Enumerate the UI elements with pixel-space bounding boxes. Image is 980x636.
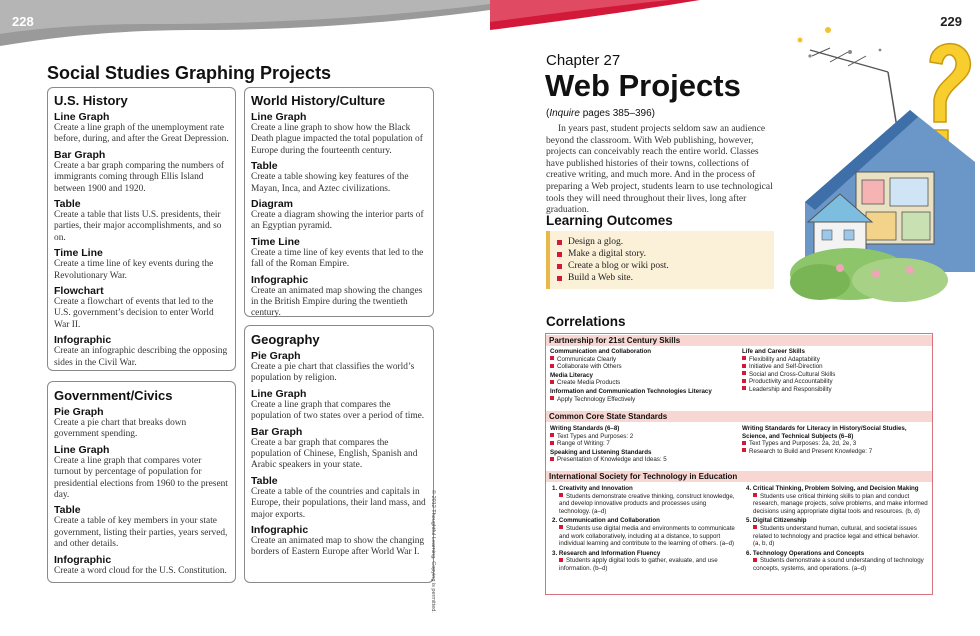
item-text: Create a bar graph that compares the population of Chinese, English, Spanish and Arabic speakers in your state. (251, 437, 418, 471)
ccss-lit-item: Research to Build and Present Knowledge: 7 (749, 447, 873, 455)
iste-standard-text: Students demonstrate a sound understanding of technology concepts, systems, and operations. (a–d) (753, 557, 924, 572)
p21-ict-item: Apply Technology Effectively (557, 395, 636, 403)
item-subheading: Table (54, 198, 81, 211)
learning-outcomes-box (546, 231, 774, 289)
outcome-item: Build a Web site. (568, 272, 774, 284)
p21-comm-item: Collaborate with Others (557, 363, 622, 371)
item-subheading: Time Line (54, 247, 103, 260)
geography-box (244, 325, 434, 583)
item-subheading: Pie Graph (54, 406, 104, 418)
intro-paragraph: In years past, student projects seldom saw an audience beyond the classroom. With Web publishing, however, projects can conceivably reach the entire world. Classes have published histories of their towns, collections of creative writing, and much more. And in the process of preparing a Web project, students learn to use technological tools they will need throughout their lives, long after graduation. (546, 124, 773, 216)
page-title: Social Studies Graphing Projects (47, 63, 332, 83)
p21-left-column (550, 348, 736, 403)
ccss-lit-head: Writing Standards for Literacy in History/Social Studies, Science, and Technical Subjects (6–8) (742, 425, 907, 440)
item-text: Create a line graph of the unemployment rate before, during, and after the Great Depression. (54, 123, 229, 145)
p21-comm-item: Communicate Clearly (557, 355, 617, 363)
iste-standard-text: Students apply digital tools to gather, evaluate, and use information. (b–d) (559, 557, 718, 572)
ccss-speaking-item: Presentation of Knowledge and Ideas: 5 (557, 456, 667, 464)
iste-right-column (746, 485, 928, 573)
item-text: Create a table of the countries and capitals in Europe, their populations, their land mass, and major exports. (251, 486, 426, 520)
item-text: Create a table showing key features of the Mayan, Inca, and Aztec civilizations. (251, 172, 409, 194)
ccss-writing-item: Range of Writing: 7 (557, 440, 610, 448)
outcome-item: Make a digital story. (568, 248, 774, 260)
learning-outcomes-title: Learning Outcomes (546, 213, 673, 228)
p21-life-item: Initiative and Self-Direction (749, 363, 823, 371)
item-subheading: Infographic (54, 334, 112, 347)
iste-band: International Society for Technology in Education (546, 471, 932, 482)
iste-standard-head: 3. Research and Information Fluency (552, 549, 661, 557)
item-subheading: Line Graph (251, 111, 307, 123)
item-text: Create a diagram showing the interior parts of an Egyptian pyramid. (251, 210, 424, 232)
item-subheading: Time Line (251, 235, 300, 248)
item-text: Create a word cloud for the U.S. Constitution. (54, 565, 227, 576)
item-text: Create a line graph to show how the Black Death plague impacted the total population of Europe during the fourteenth century. (251, 123, 423, 156)
p21-ict-head: Information and Communication Technologies Literacy (550, 387, 712, 395)
outcome-item: Create a blog or wiki post. (568, 260, 774, 272)
iste-standard-head: 2. Communication and Collaboration (552, 517, 660, 525)
item-subheading: Flowchart (54, 285, 104, 298)
inquire-italic: Inquire (549, 108, 580, 119)
ccss-left-column (550, 425, 736, 464)
item-subheading: Table (251, 474, 278, 487)
item-text: Create a line graph that compares voter turnout by percentage of population for presidential elections from 1960 to the present day. (54, 455, 228, 501)
copyright-note: © 2012 Thoughtful Learning. Copying is permitted. (430, 490, 436, 613)
correlations-table (545, 333, 933, 595)
item-text: Create a time line of key events that led to the fall of the Roman Empire. (251, 247, 424, 270)
outcome-item: Design a glog. (568, 236, 774, 248)
us-history-heading: U.S. History (54, 93, 128, 108)
p21-life-item: Leadership and Responsibility (749, 385, 832, 393)
item-text: Create an animated map showing the changes in the British Empire during the twentieth century. (251, 285, 423, 319)
government-box (47, 381, 236, 583)
item-subheading: Line Graph (54, 111, 110, 123)
iste-left-column (552, 485, 736, 573)
us-history-box (47, 87, 236, 371)
ccss-lit-item: Text Types and Purposes: 2a, 2d, 2e, 3 (749, 440, 857, 448)
iste-standard-head: 5. Digital Citizenship (746, 517, 807, 525)
government-heading: Government/Civics (54, 388, 173, 403)
item-text: Create a line graph that compares the population of two states over a period of time. (251, 399, 425, 422)
item-text: Create an infographic describing the opposing sides in the Civil War. (54, 346, 228, 368)
item-text: Create a table that lists U.S. presidents, their parties, their major accomplishments, and so on. (54, 210, 222, 243)
p21-band: Partnership for 21st Century Skills (546, 335, 932, 346)
item-subheading: Table (54, 504, 81, 517)
iste-standard-head: 1. Creativity and Innovation (552, 485, 633, 492)
inquire-pages: pages 385–396) (579, 108, 655, 119)
item-text: Create a bar graph comparing the numbers of immigrants coming through Ellis Island between 1900 and 1920. (54, 160, 224, 194)
item-subheading: Line Graph (251, 387, 307, 400)
item-text: Create a table of key members in your state government, listing their parties, years served, and other details. (54, 516, 228, 550)
item-subheading: Pie Graph (251, 350, 301, 362)
world-history-heading: World History/Culture (251, 93, 386, 108)
item-subheading: Diagram (251, 198, 294, 211)
p21-comm-head: Communication and Collaboration (550, 348, 652, 355)
ccss-speaking-head: Speaking and Listening Standards (550, 448, 652, 456)
p21-life-item: Flexibility and Adaptability (749, 355, 820, 363)
ccss-right-column (742, 425, 928, 455)
item-subheading: Infographic (251, 273, 309, 286)
item-subheading: Infographic (251, 524, 309, 537)
house-question-illustration (780, 22, 980, 302)
item-text: Create a pie chart that classifies the world’s population by religion. (251, 362, 415, 384)
item-text: Create an animated map to show the changing borders of Eastern Europe after World War I. (251, 536, 425, 558)
item-subheading: Bar Graph (54, 148, 106, 161)
inquire-reference: (Inquire pages 385–396) (546, 108, 655, 119)
item-text: Create a time line of key events during the Revolutionary War. (54, 259, 214, 281)
left-page-number: 228 (12, 14, 34, 29)
iste-standard-text: Students use critical thinking skills to plan and conduct research, manage projects, solve problems, and make informed decisions using appropriate digital tools and resources. (b, d) (753, 492, 928, 515)
ccss-writing-head: Writing Standards (6–8) (550, 425, 620, 432)
ccss-writing-item: Text Types and Purposes: 2 (557, 432, 634, 440)
world-history-box (244, 87, 434, 317)
p21-media-item: Create Media Products (557, 379, 621, 387)
geography-heading: Geography (251, 332, 320, 347)
chapter-label: Chapter 27 (546, 52, 621, 69)
item-subheading: Bar Graph (251, 425, 303, 438)
iste-standard-text: Students use digital media and environments to communicate and work collaboratively, including at a distance, to support individual learning and contribute to the learning of others. (a–d) (559, 524, 735, 548)
p21-life-item: Social and Cross-Cultural Skills (749, 370, 836, 378)
item-text: Create a pie chart that breaks down government spending. (54, 418, 187, 440)
item-subheading: Line Graph (54, 443, 110, 456)
left-header-band (0, 0, 490, 46)
correlations-title: Correlations (546, 314, 626, 329)
iste-standard-head: 6. Technology Operations and Concepts (746, 549, 865, 557)
right-page-number: 229 (940, 14, 962, 29)
item-text: Create a flowchart of events that led to the U.S. government’s decision to enter World War II. (54, 297, 214, 330)
iste-standard-head: 4. Critical Thinking, Problem Solving, and Decision Making (746, 485, 919, 492)
item-subheading: Table (251, 160, 278, 173)
iste-standard-text: Students demonstrate creative thinking, construct knowledge, and develop innovative products and processes using technology. (a–d) (559, 492, 735, 515)
iste-standard-text: Students understand human, cultural, and societal issues related to technology and practice legal and ethical behavior. (a, b, d) (753, 524, 920, 548)
p21-life-item: Productivity and Accountability (749, 378, 833, 386)
item-subheading: Infographic (54, 553, 112, 566)
p21-media-head: Media Literacy (550, 371, 593, 379)
ccss-band: Common Core State Standards (546, 411, 932, 422)
p21-right-column (742, 348, 928, 394)
p21-life-head: Life and Career Skills (742, 348, 805, 355)
chapter-title: Web Projects (545, 68, 741, 103)
